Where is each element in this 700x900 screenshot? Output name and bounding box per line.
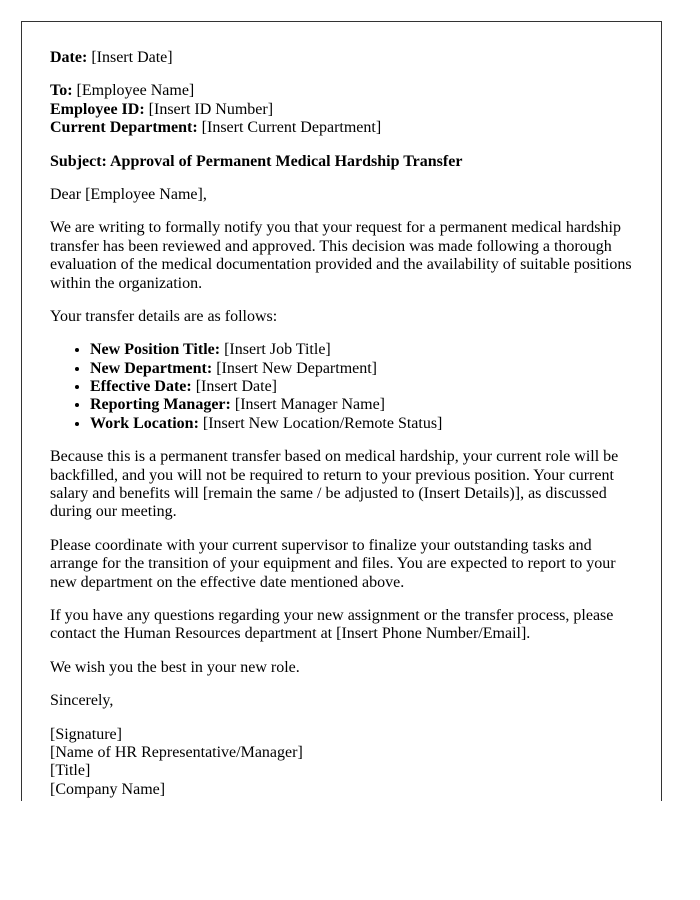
- work-location-label: Work Location:: [90, 414, 199, 432]
- employee-id-label: Employee ID:: [50, 100, 145, 118]
- recipient-block: [50, 82, 633, 137]
- new-position-value: [Insert Job Title]: [220, 341, 331, 359]
- list-item-work-location: [90, 415, 633, 433]
- intro-paragraph: We are writing to formally notify you that your request for a permanent medical hardship transfer has been reviewed and approved. This decision was made following a thorough evaluation of the medical documentation provided and the availability of suitable positions within the organization.: [50, 219, 632, 292]
- current-department-label: Current Department:: [50, 119, 198, 137]
- signature-placeholder: [Signature]: [50, 725, 122, 743]
- effective-date-label: Effective Date:: [90, 378, 192, 396]
- new-department-value: [Insert New Department]: [212, 359, 378, 377]
- list-item-new-department: [90, 360, 633, 378]
- well-wishes-line: We wish you the best in your new role.: [50, 658, 300, 676]
- date-label: Date:: [50, 49, 88, 66]
- list-item-effective-date: [90, 378, 633, 396]
- to-value: [Employee Name]: [72, 82, 195, 100]
- new-position-label: New Position Title:: [90, 341, 221, 359]
- permanence-paragraph: Because this is a permanent transfer based on medical hardship, your current role will be backfilled, and you will not be required to return to your previous position. Your current salary and benefits will [remain the same / be adjusted to (Insert Details)], as discussed during our meeting.: [50, 448, 619, 521]
- reporting-manager-label: Reporting Manager:: [90, 396, 231, 414]
- company-name: [Company Name]: [50, 780, 166, 798]
- salutation: Dear [Employee Name],: [50, 185, 207, 203]
- letter-page: [21, 21, 662, 801]
- date-line: [50, 49, 633, 67]
- to-label: To:: [50, 82, 73, 100]
- reporting-manager-value: [Insert Manager Name]: [230, 396, 386, 414]
- signoff-line: Sincerely,: [50, 692, 114, 710]
- date-value: [Insert Date]: [87, 49, 173, 66]
- signature-block: [50, 726, 633, 800]
- effective-date-value: [Insert Date]: [191, 378, 278, 396]
- work-location-value: [Insert New Location/Remote Status]: [198, 414, 443, 432]
- hr-representative-name: [Name of HR Representative/Manager]: [50, 743, 303, 761]
- list-item-reporting-manager: [90, 396, 633, 414]
- questions-paragraph: If you have any questions regarding your new assignment or the transfer process, please contact the Human Resources department at [Insert Phone Number/Email].: [50, 606, 614, 643]
- hr-title: [Title]: [50, 762, 91, 780]
- transfer-details-list: [50, 341, 633, 433]
- employee-id-value: [Insert ID Number]: [144, 100, 274, 118]
- details-intro: Your transfer details are as follows:: [50, 307, 278, 325]
- current-department-value: [Insert Current Department]: [197, 119, 382, 137]
- list-item-new-position: [90, 341, 633, 359]
- subject-line: Subject: Approval of Permanent Medical Hardship Transfer: [50, 152, 463, 170]
- coordination-paragraph: Please coordinate with your current supervisor to finalize your outstanding tasks and arrange for the transition of your equipment and files. You are expected to report to your new department on the effective date mentioned above.: [50, 536, 616, 591]
- new-department-label: New Department:: [90, 359, 213, 377]
